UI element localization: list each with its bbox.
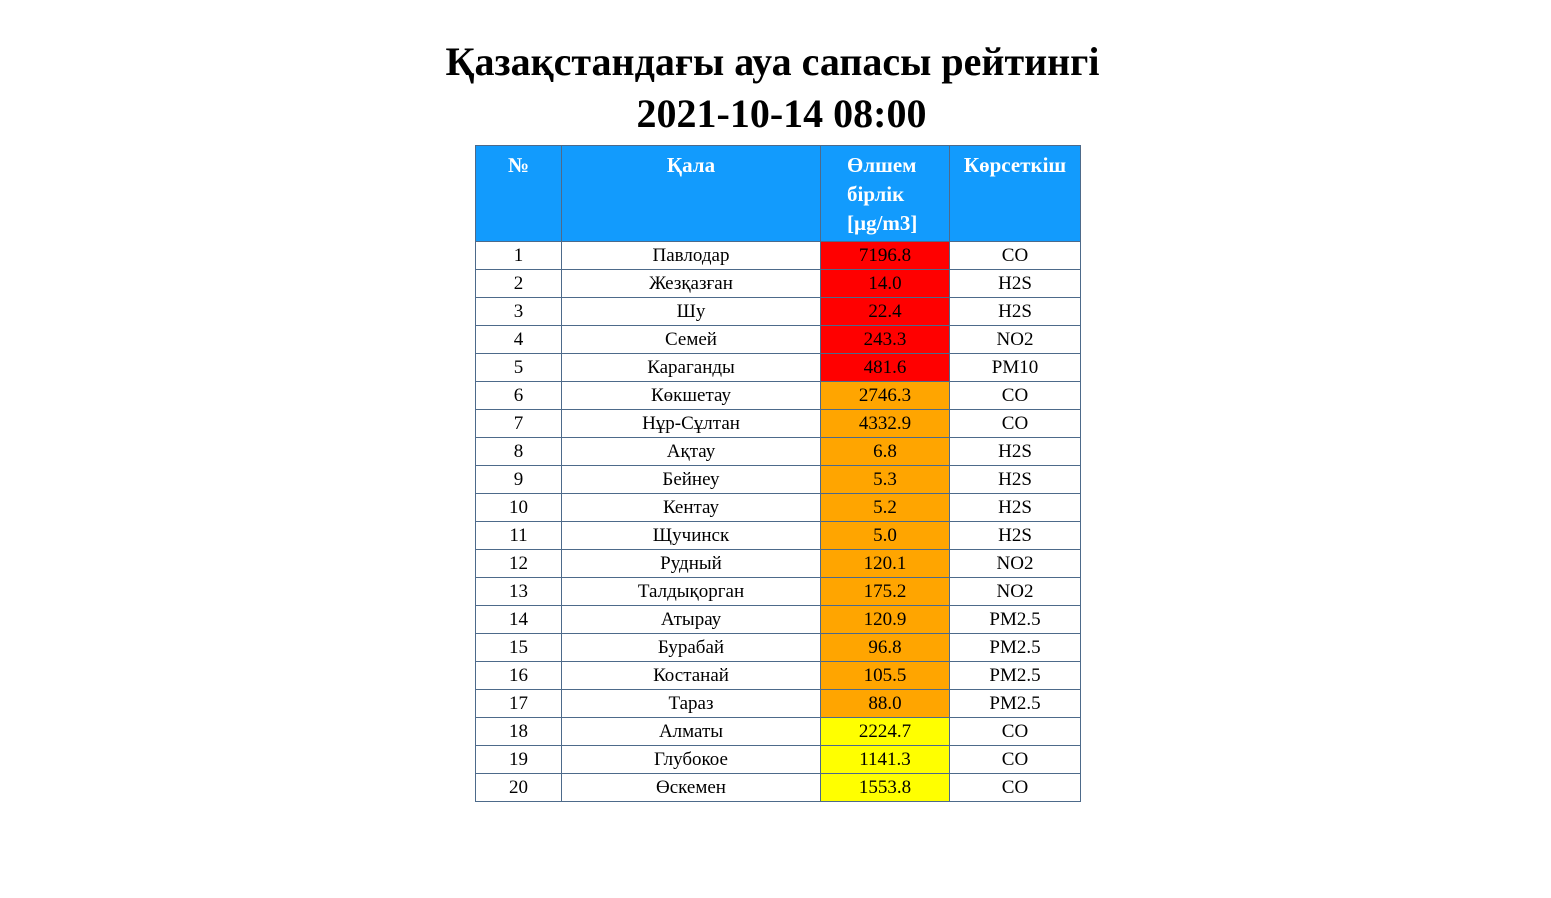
cell-indicator: CO bbox=[950, 410, 1081, 438]
cell-value: 2746.3 bbox=[821, 382, 950, 410]
cell-value: 481.6 bbox=[821, 354, 950, 382]
cell-number: 11 bbox=[476, 522, 562, 550]
table-row bbox=[476, 550, 1081, 578]
cell-value: 5.3 bbox=[821, 466, 950, 494]
cell-city: Семей bbox=[562, 326, 821, 354]
cell-city: Жезқазған bbox=[562, 270, 821, 298]
cell-indicator: CO bbox=[950, 718, 1081, 746]
table-row bbox=[476, 298, 1081, 326]
cell-number: 20 bbox=[476, 774, 562, 802]
table-row bbox=[476, 494, 1081, 522]
cell-value: 105.5 bbox=[821, 662, 950, 690]
cell-indicator: H2S bbox=[950, 466, 1081, 494]
table-header-row bbox=[476, 146, 1081, 242]
cell-value: 22.4 bbox=[821, 298, 950, 326]
cell-city: Нұр-Сұлтан bbox=[562, 410, 821, 438]
cell-number: 1 bbox=[476, 242, 562, 270]
table-row bbox=[476, 522, 1081, 550]
cell-value: 1141.3 bbox=[821, 746, 950, 774]
cell-indicator: PM2.5 bbox=[950, 662, 1081, 690]
table-row bbox=[476, 382, 1081, 410]
cell-indicator: PM10 bbox=[950, 354, 1081, 382]
cell-city: Бейнеу bbox=[562, 466, 821, 494]
cell-value: 1553.8 bbox=[821, 774, 950, 802]
cell-city: Павлодар bbox=[562, 242, 821, 270]
cell-indicator: CO bbox=[950, 746, 1081, 774]
cell-value: 2224.7 bbox=[821, 718, 950, 746]
table-row bbox=[476, 326, 1081, 354]
cell-value: 175.2 bbox=[821, 578, 950, 606]
table-row bbox=[476, 354, 1081, 382]
cell-value: 6.8 bbox=[821, 438, 950, 466]
cell-number: 12 bbox=[476, 550, 562, 578]
table-row bbox=[476, 634, 1081, 662]
cell-value: 243.3 bbox=[821, 326, 950, 354]
cell-indicator: NO2 bbox=[950, 578, 1081, 606]
cell-city: Щучинск bbox=[562, 522, 821, 550]
cell-indicator: H2S bbox=[950, 270, 1081, 298]
table-row bbox=[476, 410, 1081, 438]
cell-number: 16 bbox=[476, 662, 562, 690]
cell-value: 7196.8 bbox=[821, 242, 950, 270]
header-unit: Өлшем бірлік [µg/m3] bbox=[821, 146, 950, 242]
cell-number: 19 bbox=[476, 746, 562, 774]
cell-indicator: H2S bbox=[950, 522, 1081, 550]
cell-indicator: PM2.5 bbox=[950, 690, 1081, 718]
cell-value: 96.8 bbox=[821, 634, 950, 662]
table-row bbox=[476, 662, 1081, 690]
cell-indicator: NO2 bbox=[950, 326, 1081, 354]
table-row bbox=[476, 774, 1081, 802]
cell-number: 18 bbox=[476, 718, 562, 746]
cell-indicator: PM2.5 bbox=[950, 634, 1081, 662]
cell-indicator: PM2.5 bbox=[950, 606, 1081, 634]
cell-city: Рудный bbox=[562, 550, 821, 578]
cell-value: 14.0 bbox=[821, 270, 950, 298]
cell-city: Өскемен bbox=[562, 774, 821, 802]
cell-number: 7 bbox=[476, 410, 562, 438]
cell-value: 5.2 bbox=[821, 494, 950, 522]
cell-city: Ақтау bbox=[562, 438, 821, 466]
table-body bbox=[476, 242, 1081, 802]
header-number: № bbox=[476, 146, 562, 242]
table-row bbox=[476, 438, 1081, 466]
cell-number: 8 bbox=[476, 438, 562, 466]
cell-value: 120.9 bbox=[821, 606, 950, 634]
cell-city: Атырау bbox=[562, 606, 821, 634]
cell-city: Костанай bbox=[562, 662, 821, 690]
header-city: Қала bbox=[562, 146, 821, 242]
cell-city: Кентау bbox=[562, 494, 821, 522]
cell-indicator: CO bbox=[950, 382, 1081, 410]
cell-indicator: NO2 bbox=[950, 550, 1081, 578]
cell-city: Көкшетау bbox=[562, 382, 821, 410]
cell-number: 3 bbox=[476, 298, 562, 326]
cell-number: 5 bbox=[476, 354, 562, 382]
cell-number: 6 bbox=[476, 382, 562, 410]
cell-number: 15 bbox=[476, 634, 562, 662]
cell-city: Тараз bbox=[562, 690, 821, 718]
table-row bbox=[476, 242, 1081, 270]
table-row bbox=[476, 466, 1081, 494]
cell-number: 13 bbox=[476, 578, 562, 606]
cell-number: 10 bbox=[476, 494, 562, 522]
cell-city: Глубокое bbox=[562, 746, 821, 774]
table-row bbox=[476, 746, 1081, 774]
cell-indicator: H2S bbox=[950, 298, 1081, 326]
cell-city: Караганды bbox=[562, 354, 821, 382]
cell-value: 120.1 bbox=[821, 550, 950, 578]
table-row bbox=[476, 270, 1081, 298]
cell-number: 14 bbox=[476, 606, 562, 634]
cell-indicator: H2S bbox=[950, 438, 1081, 466]
table-row bbox=[476, 718, 1081, 746]
header-indicator: Көрсеткіш bbox=[950, 146, 1081, 242]
cell-value: 88.0 bbox=[821, 690, 950, 718]
cell-indicator: H2S bbox=[950, 494, 1081, 522]
air-quality-table bbox=[475, 145, 1081, 802]
table-row bbox=[476, 578, 1081, 606]
table-row bbox=[476, 690, 1081, 718]
cell-indicator: CO bbox=[950, 774, 1081, 802]
page-timestamp: 2021-10-14 08:00 bbox=[636, 91, 927, 136]
cell-city: Бурабай bbox=[562, 634, 821, 662]
cell-number: 9 bbox=[476, 466, 562, 494]
cell-value: 4332.9 bbox=[821, 410, 950, 438]
cell-value: 5.0 bbox=[821, 522, 950, 550]
cell-number: 2 bbox=[476, 270, 562, 298]
cell-city: Шу bbox=[562, 298, 821, 326]
cell-number: 4 bbox=[476, 326, 562, 354]
cell-city: Алматы bbox=[562, 718, 821, 746]
cell-number: 17 bbox=[476, 690, 562, 718]
table-row bbox=[476, 606, 1081, 634]
cell-city: Талдықорган bbox=[562, 578, 821, 606]
cell-indicator: CO bbox=[950, 242, 1081, 270]
page-title: Қазақстандағы ауа сапасы рейтингі bbox=[445, 39, 1100, 84]
